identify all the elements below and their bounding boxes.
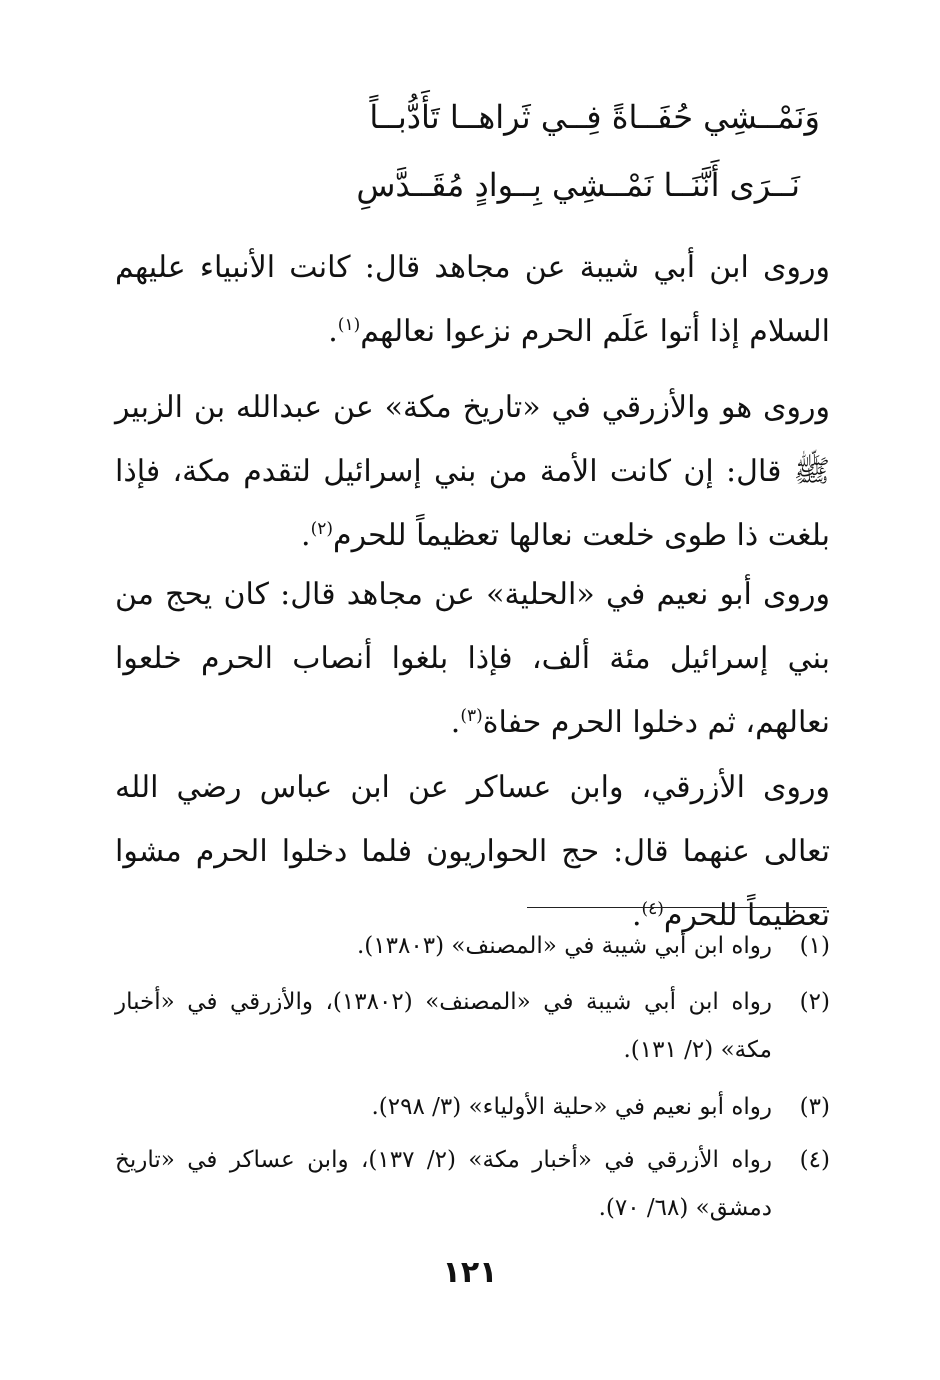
footnote-separator bbox=[527, 907, 827, 908]
paragraph-end: . bbox=[631, 898, 642, 933]
paragraph-3 bbox=[115, 563, 830, 755]
footnote-1 bbox=[115, 922, 830, 970]
paragraph-4 bbox=[115, 756, 830, 948]
paragraph-text: وروى الأزرقي، وابن عساكر عن ابن عباس رضي الله تعالى عنهما قال: حج الحواريون فلما دخلوا الحرم مشوا تعظيماً للحرم bbox=[115, 770, 830, 933]
footnote-number: (٤) bbox=[799, 1147, 830, 1173]
footnote-text: رواه الأزرقي في «أخبار مكة» (٢/ ١٣٧)، وابن عساكر في «تاريخ دمشق» (٦٨/ ٧٠). bbox=[115, 1147, 772, 1221]
paragraph-1 bbox=[115, 236, 830, 364]
footnote-text: رواه أبو نعيم في «حلية الأولياء» (٣/ ٢٩٨). bbox=[371, 1094, 772, 1120]
page-number: ١٢١ bbox=[442, 1255, 498, 1290]
paragraph-2 bbox=[115, 376, 830, 568]
footnote-ref: (١) bbox=[337, 315, 361, 335]
verse-line-2: نَــرَى أَنَّنَــا نَمْــشِي بِــوادٍ مُقَــدَّسِ bbox=[356, 166, 800, 204]
footnote-number: (٣) bbox=[799, 1094, 830, 1120]
paragraph-end: . bbox=[301, 518, 311, 553]
footnote-ref: (٣) bbox=[460, 706, 483, 726]
verse-line-1: وَنَمْــشِي حُفَــاةً فِــي ثَراهــا تَأَدُّبــاً bbox=[369, 98, 820, 136]
footnote-2 bbox=[115, 978, 830, 1074]
paragraph-end: . bbox=[328, 314, 338, 349]
paragraph-text: وروى ابن أبي شيبة عن مجاهد قال: كانت الأنبياء عليهم السلام إذا أتوا عَلَم الحرم نزعوا نعالهم bbox=[115, 250, 830, 349]
paragraph-end: . bbox=[450, 705, 461, 740]
paragraph-text: وروى هو والأزرقي في «تاريخ مكة» عن عبدالله بن الزبير ﷺ قال: إن كانت الأمة من بني إسرائيل لتقدم مكة، فإذا بلغت ذا طوى خلعت نعالها تعظيماً للحرم bbox=[115, 390, 830, 553]
footnote-ref: (٢) bbox=[310, 519, 333, 539]
footnote-number: (١) bbox=[799, 933, 830, 959]
footnote-3 bbox=[115, 1083, 830, 1131]
footnote-ref: (٤) bbox=[641, 899, 664, 919]
footnote-text: رواه ابن أبي شيبة في «المصنف» (١٣٨٠٣). bbox=[356, 933, 772, 959]
footnote-4 bbox=[115, 1136, 830, 1232]
paragraph-text: وروى أبو نعيم في «الحلية» عن مجاهد قال: كان يحج من بني إسرائيل مئة ألف، فإذا بلغوا أنصاب الحرم خلعوا نعالهم، ثم دخلوا الحرم حفاة bbox=[115, 577, 830, 740]
footnote-number: (٢) bbox=[799, 989, 830, 1015]
footnote-text: رواه ابن أبي شيبة في «المصنف» (١٣٨٠٢)، والأزرقي في «أخبار مكة» (٢/ ١٣١). bbox=[115, 989, 772, 1063]
